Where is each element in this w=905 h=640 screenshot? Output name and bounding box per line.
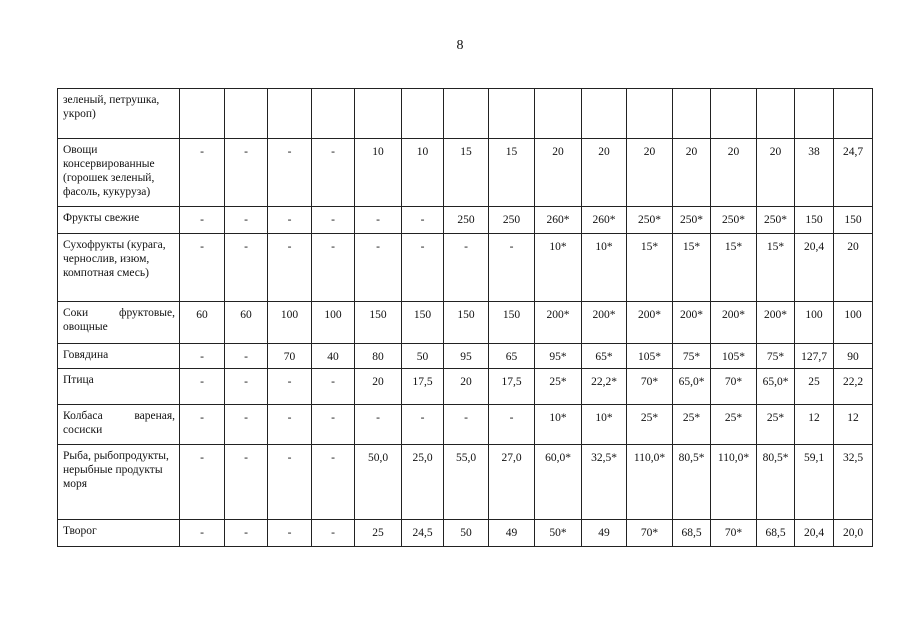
value-cell: 20,0	[834, 520, 873, 547]
value-cell: -	[402, 234, 444, 302]
value-cell: 20	[582, 139, 627, 207]
value-cell: -	[180, 405, 225, 445]
value-cell	[402, 89, 444, 139]
value-cell: 20,4	[795, 520, 834, 547]
product-name: Соки фруктовые, овощные	[63, 307, 175, 333]
value-cell: 12	[795, 405, 834, 445]
value-cell: 65*	[582, 344, 627, 369]
value-cell	[757, 89, 795, 139]
value-cell: 17,5	[489, 369, 535, 405]
value-cell: 25	[355, 520, 402, 547]
value-cell	[535, 89, 582, 139]
value-cell: -	[180, 234, 225, 302]
value-cell: 250	[444, 207, 489, 234]
value-cell: -	[355, 405, 402, 445]
value-cell: 20	[711, 139, 757, 207]
value-cell: 50	[444, 520, 489, 547]
value-cell: -	[225, 207, 268, 234]
value-cell: 55,0	[444, 445, 489, 520]
value-cell: 24,7	[834, 139, 873, 207]
value-cell: 40	[312, 344, 355, 369]
value-cell: 15*	[757, 234, 795, 302]
value-cell: -	[489, 405, 535, 445]
value-cell: 65	[489, 344, 535, 369]
value-cell: 50*	[535, 520, 582, 547]
value-cell: -	[225, 234, 268, 302]
value-cell: 150	[355, 302, 402, 344]
value-cell: 70*	[627, 520, 673, 547]
value-cell: 15*	[627, 234, 673, 302]
value-cell	[711, 89, 757, 139]
value-cell: 150	[444, 302, 489, 344]
value-cell: 60	[225, 302, 268, 344]
value-cell: 38	[795, 139, 834, 207]
value-cell: 10*	[535, 405, 582, 445]
value-cell: 17,5	[402, 369, 444, 405]
value-cell: 105*	[711, 344, 757, 369]
value-cell: -	[312, 139, 355, 207]
value-cell: 75*	[673, 344, 711, 369]
product-name: Говядина	[63, 349, 109, 361]
value-cell: 68,5	[673, 520, 711, 547]
value-cell: 250*	[627, 207, 673, 234]
value-cell: 70	[268, 344, 312, 369]
value-cell: 200*	[535, 302, 582, 344]
value-cell: 95*	[535, 344, 582, 369]
value-cell	[355, 89, 402, 139]
product-name-cell	[58, 207, 180, 234]
value-cell: 250*	[673, 207, 711, 234]
value-cell: 65,0*	[673, 369, 711, 405]
value-cell: 65,0*	[757, 369, 795, 405]
value-cell: 50	[402, 344, 444, 369]
value-cell: 20	[834, 234, 873, 302]
value-cell: -	[180, 445, 225, 520]
value-cell: 70*	[711, 520, 757, 547]
value-cell: 10*	[582, 234, 627, 302]
value-cell: 68,5	[757, 520, 795, 547]
value-cell: 12	[834, 405, 873, 445]
value-cell: -	[180, 207, 225, 234]
table-row	[58, 89, 873, 139]
value-cell: 32,5*	[582, 445, 627, 520]
norms-table	[57, 88, 873, 547]
value-cell: 80	[355, 344, 402, 369]
value-cell: 10	[402, 139, 444, 207]
value-cell: 80,5*	[757, 445, 795, 520]
value-cell: 60	[180, 302, 225, 344]
product-name-cell	[58, 369, 180, 405]
product-name-cell	[58, 520, 180, 547]
value-cell: -	[180, 369, 225, 405]
value-cell: 100	[834, 302, 873, 344]
value-cell: 20	[535, 139, 582, 207]
value-cell	[834, 89, 873, 139]
value-cell: 100	[795, 302, 834, 344]
value-cell	[225, 89, 268, 139]
value-cell: 200*	[627, 302, 673, 344]
value-cell: 110,0*	[711, 445, 757, 520]
value-cell: -	[225, 369, 268, 405]
value-cell: -	[312, 369, 355, 405]
value-cell: -	[444, 234, 489, 302]
table-row	[58, 234, 873, 302]
value-cell	[180, 89, 225, 139]
value-cell	[312, 89, 355, 139]
value-cell: 150	[795, 207, 834, 234]
value-cell: -	[225, 405, 268, 445]
value-cell: -	[268, 369, 312, 405]
product-name-cell	[58, 139, 180, 207]
product-name: Овощи консервированные (горошек зеленый, фасоль, кукуруза)	[63, 144, 155, 198]
value-cell: 10*	[582, 405, 627, 445]
value-cell: -	[268, 139, 312, 207]
value-cell: -	[180, 344, 225, 369]
product-name-cell	[58, 445, 180, 520]
value-cell: 260*	[582, 207, 627, 234]
value-cell: 59,1	[795, 445, 834, 520]
value-cell: 27,0	[489, 445, 535, 520]
value-cell: 20,4	[795, 234, 834, 302]
value-cell: 25	[795, 369, 834, 405]
value-cell: 15	[489, 139, 535, 207]
value-cell	[268, 89, 312, 139]
product-name: Рыба, рыбопродукты, нерыбные продукты моря	[63, 450, 169, 490]
product-name-cell	[58, 234, 180, 302]
value-cell: 250	[489, 207, 535, 234]
value-cell: 25*	[711, 405, 757, 445]
value-cell: 105*	[627, 344, 673, 369]
value-cell: 10*	[535, 234, 582, 302]
value-cell	[582, 89, 627, 139]
value-cell: 100	[268, 302, 312, 344]
product-name: зеленый, петрушка, укроп)	[63, 94, 160, 120]
product-name: Птица	[63, 374, 94, 386]
value-cell: 200*	[673, 302, 711, 344]
table-row	[58, 207, 873, 234]
value-cell: 260*	[535, 207, 582, 234]
value-cell: 25*	[673, 405, 711, 445]
value-cell	[489, 89, 535, 139]
value-cell: 49	[489, 520, 535, 547]
value-cell: -	[268, 405, 312, 445]
value-cell	[627, 89, 673, 139]
value-cell: 15	[444, 139, 489, 207]
product-name: Колбаса вареная, сосиски	[63, 410, 175, 436]
value-cell: 250*	[711, 207, 757, 234]
value-cell: -	[268, 520, 312, 547]
table-row	[58, 520, 873, 547]
value-cell: 20	[627, 139, 673, 207]
product-name-cell	[58, 89, 180, 139]
value-cell: 80,5*	[673, 445, 711, 520]
value-cell: 10	[355, 139, 402, 207]
value-cell	[444, 89, 489, 139]
product-name: Сухофрукты (курага, чернослив, изюм, компотная смесь)	[63, 239, 166, 279]
value-cell: -	[402, 207, 444, 234]
value-cell: 90	[834, 344, 873, 369]
value-cell: -	[444, 405, 489, 445]
value-cell: -	[225, 344, 268, 369]
value-cell	[795, 89, 834, 139]
value-cell: 20	[355, 369, 402, 405]
value-cell: 24,5	[402, 520, 444, 547]
value-cell: -	[268, 445, 312, 520]
product-name-cell	[58, 302, 180, 344]
value-cell: 70*	[711, 369, 757, 405]
value-cell: -	[268, 234, 312, 302]
value-cell: 20	[757, 139, 795, 207]
value-cell: 100	[312, 302, 355, 344]
table-row	[58, 369, 873, 405]
value-cell: 127,7	[795, 344, 834, 369]
value-cell: 110,0*	[627, 445, 673, 520]
value-cell: -	[312, 445, 355, 520]
value-cell: 150	[402, 302, 444, 344]
value-cell: 22,2	[834, 369, 873, 405]
value-cell: -	[268, 207, 312, 234]
value-cell: -	[312, 207, 355, 234]
value-cell: -	[225, 520, 268, 547]
table-row	[58, 302, 873, 344]
table-row	[58, 139, 873, 207]
value-cell: -	[225, 139, 268, 207]
value-cell: 25,0	[402, 445, 444, 520]
product-name-cell	[58, 405, 180, 445]
table-row	[58, 344, 873, 369]
value-cell: -	[180, 520, 225, 547]
value-cell: 250*	[757, 207, 795, 234]
value-cell: 20	[673, 139, 711, 207]
value-cell: 200*	[711, 302, 757, 344]
value-cell: 25*	[535, 369, 582, 405]
table-row	[58, 445, 873, 520]
value-cell: -	[402, 405, 444, 445]
value-cell: 20	[444, 369, 489, 405]
value-cell: -	[180, 139, 225, 207]
value-cell: 25*	[757, 405, 795, 445]
value-cell: 75*	[757, 344, 795, 369]
value-cell	[673, 89, 711, 139]
value-cell: 15*	[673, 234, 711, 302]
value-cell: 150	[834, 207, 873, 234]
value-cell: 49	[582, 520, 627, 547]
value-cell: -	[489, 234, 535, 302]
value-cell: 95	[444, 344, 489, 369]
value-cell: -	[225, 445, 268, 520]
value-cell: 22,2*	[582, 369, 627, 405]
value-cell: -	[312, 520, 355, 547]
value-cell: -	[355, 234, 402, 302]
value-cell: 25*	[627, 405, 673, 445]
product-name: Творог	[63, 525, 97, 537]
page-number: 8	[456, 38, 464, 53]
value-cell: 200*	[757, 302, 795, 344]
value-cell: -	[355, 207, 402, 234]
value-cell: 150	[489, 302, 535, 344]
value-cell: 15*	[711, 234, 757, 302]
value-cell: 200*	[582, 302, 627, 344]
product-name: Фрукты свежие	[63, 212, 140, 224]
product-name-cell	[58, 344, 180, 369]
table-row	[58, 405, 873, 445]
value-cell: 60,0*	[535, 445, 582, 520]
value-cell: -	[312, 234, 355, 302]
value-cell: 50,0	[355, 445, 402, 520]
value-cell: 32,5	[834, 445, 873, 520]
value-cell: -	[312, 405, 355, 445]
value-cell: 70*	[627, 369, 673, 405]
